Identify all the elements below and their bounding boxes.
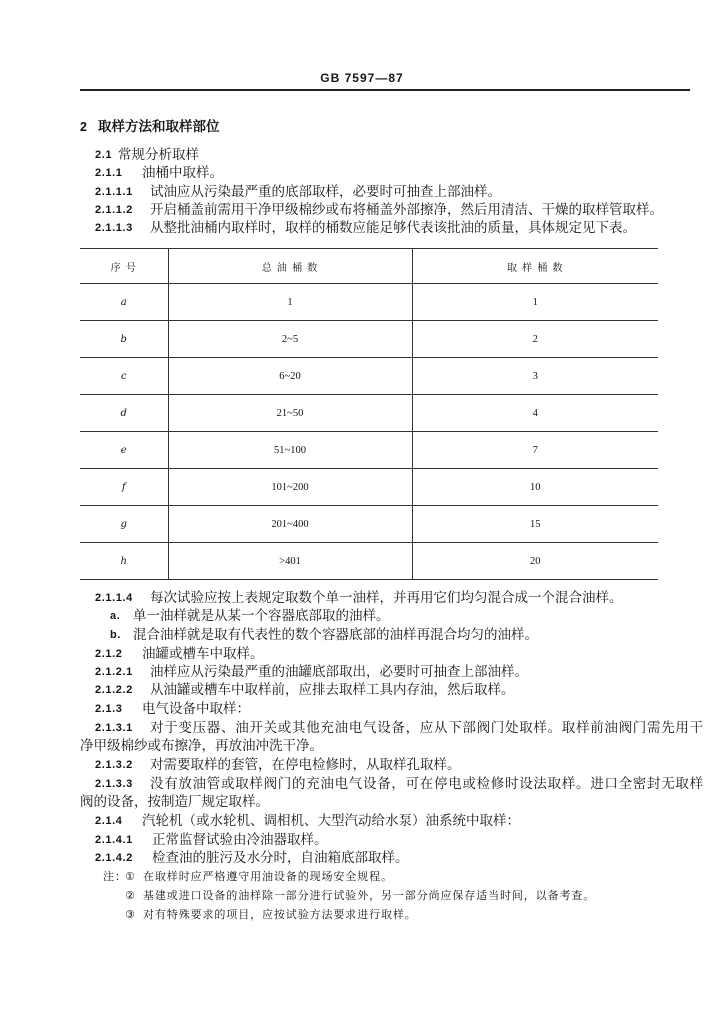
table-cell-samples: 7 [412,432,658,469]
clause-number: 2.1.1.3 [95,222,133,234]
clause [0,756,724,774]
table-cell-seq: a [80,284,168,321]
section-heading [0,118,724,136]
section-number: 2 [80,120,87,134]
clause-number: 2.1.1.2 [95,204,133,216]
note-marker: ③ [125,908,135,921]
clause-text: 从油罐或槽车中取样前，应排去取样工具内存油，然后取样。 [150,682,515,698]
table-cell-seq: c [80,358,168,395]
note-label: 注： [103,870,127,883]
list-text: 单一油样就是从某一个容器底部取的油样。 [133,608,390,624]
clause [0,645,724,663]
clause [0,700,724,718]
clause-text: 从整批油桶内取样时，取样的桶数应能足够代表该批油的质量，具体规定见下表。 [150,220,636,236]
table-row [80,321,658,358]
clause-text: 没有放油管或取样阀门的充油电气设备，可在停电或检修时设法取样。进口全密封无取样 [150,776,704,792]
clause [0,775,724,793]
clause-text: 常规分析取样 [118,147,199,163]
table-row [80,358,658,395]
clause-number: 2.1.3.1 [95,722,133,734]
clause-number: 2.1.1.1 [95,186,133,198]
note-text: 对有特殊要求的项目，应按试验方法要求进行取样。 [143,908,417,921]
list-text: 混合油样就是取有代表性的数个容器底部的油样再混合均匀的油样。 [133,627,538,643]
clause-number: 2.1.4.2 [95,852,133,864]
table-cell-seq: h [80,543,168,580]
clause [0,219,724,237]
clause [0,146,724,164]
table-row [80,543,658,580]
standard-code: GB 7597—87 [320,71,404,85]
header-sample-drums: 取 样 桶 数 [412,249,658,284]
table-cell-seq: f [80,469,168,506]
clause-text: 对于变压器、油开关或其他充油电气设备，应从下部阀门处取样。取样前油阀门需先用干 [150,720,704,736]
clause [0,719,724,737]
clause-text: 试油应从污染最严重的底部取样，必要时可抽查上部油样。 [150,184,501,200]
clause-continuation [0,793,724,811]
note-text: 基建或进口设备的油样除一部分进行试验外，另一部分尚应保存适当时间，以备考查。 [143,889,596,902]
table-cell-samples: 1 [412,284,658,321]
clause-text: 电气设备中取样： [142,701,250,717]
table-cell-seq: b [80,321,168,358]
table-cell-total: 2~5 [168,321,412,358]
header-seq: 序 号 [80,249,168,284]
note-marker: ② [125,889,135,902]
clause-number: 2.1.3 [95,703,123,715]
table-cell-samples: 3 [412,358,658,395]
table-cell-total: 51~100 [168,432,412,469]
clause-number: 2.1.3.2 [95,759,133,771]
clause-text: 油样应从污染最严重的油罐底部取出，必要时可抽查上部油样。 [150,664,528,680]
clause-number: 2.1.4 [95,815,123,827]
clause-text: 每次试验应按上表规定取数个单一油样，并再用它们均匀混合成一个混合油样。 [150,590,623,606]
note-item [0,887,724,905]
clause-text: 汽轮机（或水轮机、调相机、大型汽动给水泵）油系统中取样： [142,813,520,829]
list-item [0,626,724,644]
sampling-table [80,248,658,580]
list-marker: b. [110,629,121,641]
table-cell-total: 201~400 [168,506,412,543]
table-cell-seq: e [80,432,168,469]
section-title: 取样方法和取样部位 [98,119,220,135]
clause-number: 2.1.1.4 [95,592,133,604]
clause-number: 2.1.3.3 [95,778,133,790]
header-total-drums: 总 油 桶 数 [168,249,412,284]
table-cell-samples: 15 [412,506,658,543]
table-cell-samples: 10 [412,469,658,506]
table-cell-samples: 2 [412,321,658,358]
clause-text: 油罐或槽车中取样。 [142,646,264,662]
clause [0,681,724,699]
clause-text: 阀的设备，按制造厂规定取样。 [80,794,269,810]
table-cell-total: 21~50 [168,395,412,432]
clause [0,831,724,849]
table-cell-total: 6~20 [168,358,412,395]
table-cell-total: 1 [168,284,412,321]
clause-number: 2.1.2.1 [95,666,133,678]
table-row [80,432,658,469]
clause-number: 2.1.2.2 [95,684,133,696]
table-cell-total: 101~200 [168,469,412,506]
clause-number: 2.1.1 [95,167,123,179]
clause-number: 2.1 [95,149,113,161]
clause [0,201,724,219]
clause [0,663,724,681]
note-item [0,868,724,886]
clause [0,849,724,867]
clause [0,164,724,182]
clause [0,812,724,830]
clause-text: 检查油的脏污及水分时，自油箱底部取样。 [152,850,409,866]
table-cell-seq: g [80,506,168,543]
clause-text: 净甲级棉纱或布擦净，再放油冲洗干净。 [80,738,323,754]
clause-text: 对需要取样的套管，在停电检修时，从取样孔取样。 [150,757,461,773]
clause [0,183,724,201]
table-cell-total: >401 [168,543,412,580]
clause-text: 正常监督试验由冷油器取样。 [152,832,328,848]
list-marker: a. [110,610,121,622]
clause-text: 开启桶盖前需用干净甲级棉纱或布将桶盖外部擦净，然后用清洁、干燥的取样管取样。 [150,202,663,218]
clause [0,589,724,607]
note-item [0,906,724,924]
clause-number: 2.1.4.1 [95,834,133,846]
table-row [80,506,658,543]
table-header-row [80,249,658,284]
table-row [80,469,658,506]
table-cell-samples: 4 [412,395,658,432]
table-cell-samples: 20 [412,543,658,580]
clause-number: 2.1.2 [95,648,123,660]
table-cell-seq: d [80,395,168,432]
header-rule [80,89,690,91]
table-row [80,284,658,321]
note-text: 在取样时应严格遵守用油设备的现场安全规程。 [143,870,393,883]
clause-text: 油桶中取样。 [142,165,223,181]
table-row [80,395,658,432]
note-marker: ① [125,870,135,883]
list-item [0,607,724,625]
clause-continuation [0,737,724,755]
